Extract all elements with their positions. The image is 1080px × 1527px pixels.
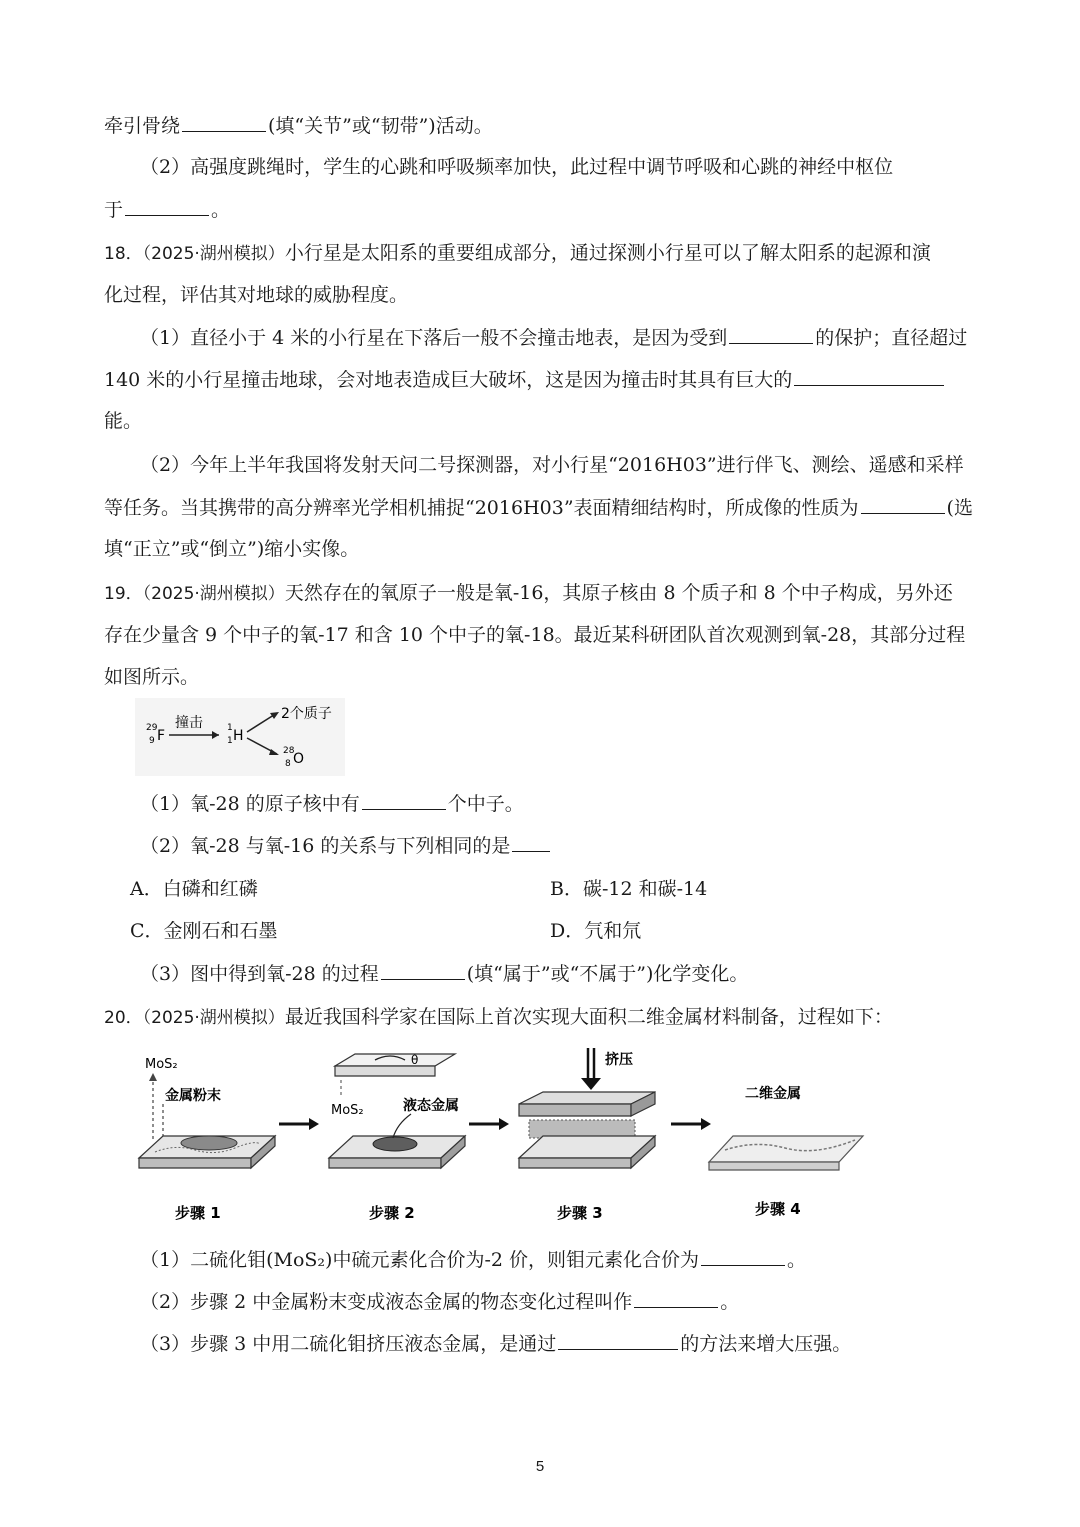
two-d-metal-process-diagram: [135, 1040, 875, 1230]
step3-illustration: [519, 1048, 655, 1168]
step-label: 步骤 2: [369, 1204, 415, 1222]
liquid-metal-label: 液态金属: [403, 1098, 459, 1114]
source-tag: （2025·湖州模拟）: [142, 584, 285, 604]
q18-part2-line3: 填“正立”或“倒立”)缩小实像。: [104, 538, 360, 560]
q19-part3: （3）图中得到氧-28 的过程 (填“属于”或“不属于”)化学变化。: [140, 960, 748, 987]
answer-blank[interactable]: [512, 832, 550, 852]
q18-part1-line2: 140 米的小行星撞击地球，会对地表造成巨大破坏，这是因为撞击时其具有巨大的: [104, 366, 946, 393]
step2-illustration: [329, 1053, 465, 1168]
answer-blank[interactable]: [861, 494, 945, 514]
arrow-icon: [469, 1118, 509, 1130]
q20-stem: 20．（2025·湖州模拟）最近我国科学家在国际上首次实现大面积二维金属材料制备，过程如下：: [104, 1006, 893, 1028]
option-c[interactable]: C．金刚石和石墨: [130, 920, 278, 942]
q18-stem-line2: 化过程，评估其对地球的威胁程度。: [104, 284, 409, 306]
q19-stem-line2: 存在少量含 9 个中子的氧-17 和含 10 个中子的氧-18。最近某科研团队首次观测到氧-28，其部分过程: [104, 624, 966, 646]
sheet-side: [709, 1162, 839, 1170]
fluorine-symbol: F: [157, 728, 166, 744]
q17-part2-line2: 于 。: [104, 196, 230, 223]
answer-blank[interactable]: [729, 324, 813, 344]
question-number: 19．: [104, 584, 143, 604]
q20-part2: （2）步骤 2 中金属粉末变成液态金属的物态变化过程叫作 。: [140, 1288, 739, 1315]
theta-label: θ: [411, 1053, 419, 1067]
mos2-label: MoS₂: [145, 1057, 178, 1072]
answer-blank[interactable]: [558, 1330, 678, 1350]
hydrogen-atomic-number: 1: [227, 736, 233, 746]
q17-part2-line1: （2）高强度跳绳时，学生的心跳和呼吸频率加快，此过程中调节呼吸和心跳的神经中枢位: [140, 156, 894, 178]
top-plate-side: [335, 1066, 435, 1076]
source-tag: （2025·湖州模拟）: [142, 1008, 285, 1028]
arrow-head-icon: [149, 1073, 157, 1081]
step1-illustration: [139, 1057, 275, 1168]
arrow-label: 撞击: [175, 715, 203, 731]
step-label: 步骤 1: [175, 1204, 221, 1222]
oxygen-atomic-number: 8: [285, 759, 291, 769]
step-label: 步骤 3: [557, 1204, 603, 1222]
oxygen-mass-number: 28: [283, 746, 295, 756]
q19-stem-line3: 如图所示。: [104, 666, 200, 688]
source-tag: （2025·湖州模拟）: [142, 244, 285, 264]
q18-part1-line1: （1）直径小于 4 米的小行星在下落后一般不会撞击地表，是因为受到 的保护；直径超过: [140, 324, 967, 351]
q18-part1-line3: 能。: [104, 410, 143, 432]
answer-blank[interactable]: [125, 196, 209, 216]
nuclear-reaction-diagram: [135, 698, 345, 776]
metal-powder-label: 金属粉末: [165, 1088, 221, 1104]
q19-part1: （1）氧-28 的原子核中有 个中子。: [140, 790, 524, 817]
q19-part2: （2）氧-28 与氧-16 的关系与下列相同的是: [140, 832, 552, 859]
page-number: 5: [535, 1458, 545, 1475]
substrate-side: [329, 1158, 441, 1168]
answer-blank[interactable]: [701, 1246, 785, 1266]
liquid-metal-drop: [373, 1137, 417, 1151]
question-number: 18．: [104, 244, 143, 264]
q20-part3: （3）步骤 3 中用二硫化钼挤压液态金属，是通过 的方法来增大压强。: [140, 1330, 851, 1357]
q17-continuation: 牵引骨绕 (填“关节”或“韧带”)活动。: [104, 112, 493, 139]
arrow-head-icon: [581, 1078, 601, 1090]
pointer-line: [393, 1114, 411, 1138]
fluorine-atomic-number: 9: [149, 736, 155, 746]
answer-blank[interactable]: [794, 366, 944, 386]
q18-part2-line1: （2）今年上半年我国将发射天问二号探测器，对小行星“2016H03”进行伴飞、测绘、遥感和采样: [140, 454, 964, 476]
hydrogen-symbol: H: [233, 728, 244, 744]
answer-blank[interactable]: [362, 790, 446, 810]
two-d-metal-label: 二维金属: [745, 1086, 801, 1102]
press-label: 挤压: [605, 1052, 633, 1068]
product-two-protons: 2个质子: [281, 706, 332, 722]
answer-blank[interactable]: [381, 960, 465, 980]
hydrogen-mass-number: 1: [227, 723, 233, 733]
fluorine-mass-number: 29: [146, 723, 158, 733]
q18-stem-line1: 18．（2025·湖州模拟）小行星是太阳系的重要组成部分，通过探测小行星可以了解太阳系的起源和演: [104, 242, 931, 264]
q19-stem-line1: 19．（2025·湖州模拟）天然存在的氧原子一般是氧-16，其原子核由 8 个质子和 8 个中子构成，另外还: [104, 582, 953, 604]
q18-part2-line2: 等任务。当其携带的高分辨率光学相机捕捉“2016H03”表面精细结构时，所成像的性质为 (选: [104, 494, 973, 521]
q20-part1: （1）二硫化钼(MoS₂)中硫元素化合价为-2 价，则钼元素化合价为 。: [140, 1246, 806, 1273]
substrate-side: [519, 1158, 631, 1168]
compressed-metal-layer: [529, 1120, 635, 1138]
substrate-side: [139, 1158, 251, 1168]
question-number: 20．: [104, 1008, 143, 1028]
option-a[interactable]: A．白磷和红磷: [130, 878, 258, 900]
oxygen-symbol: O: [293, 751, 305, 767]
step-label: 步骤 4: [755, 1200, 801, 1218]
answer-blank[interactable]: [182, 112, 266, 132]
top-plate-side: [519, 1104, 631, 1116]
option-b[interactable]: B．碳-12 和碳-14: [550, 878, 708, 900]
arrow-icon: [671, 1118, 711, 1130]
step4-illustration: [709, 1085, 863, 1170]
mos2-label: MoS₂: [331, 1103, 364, 1118]
option-d[interactable]: D．氕和氘: [550, 920, 642, 942]
metal-powder-pile: [181, 1136, 237, 1150]
answer-blank[interactable]: [634, 1288, 718, 1308]
arrow-icon: [279, 1118, 319, 1130]
